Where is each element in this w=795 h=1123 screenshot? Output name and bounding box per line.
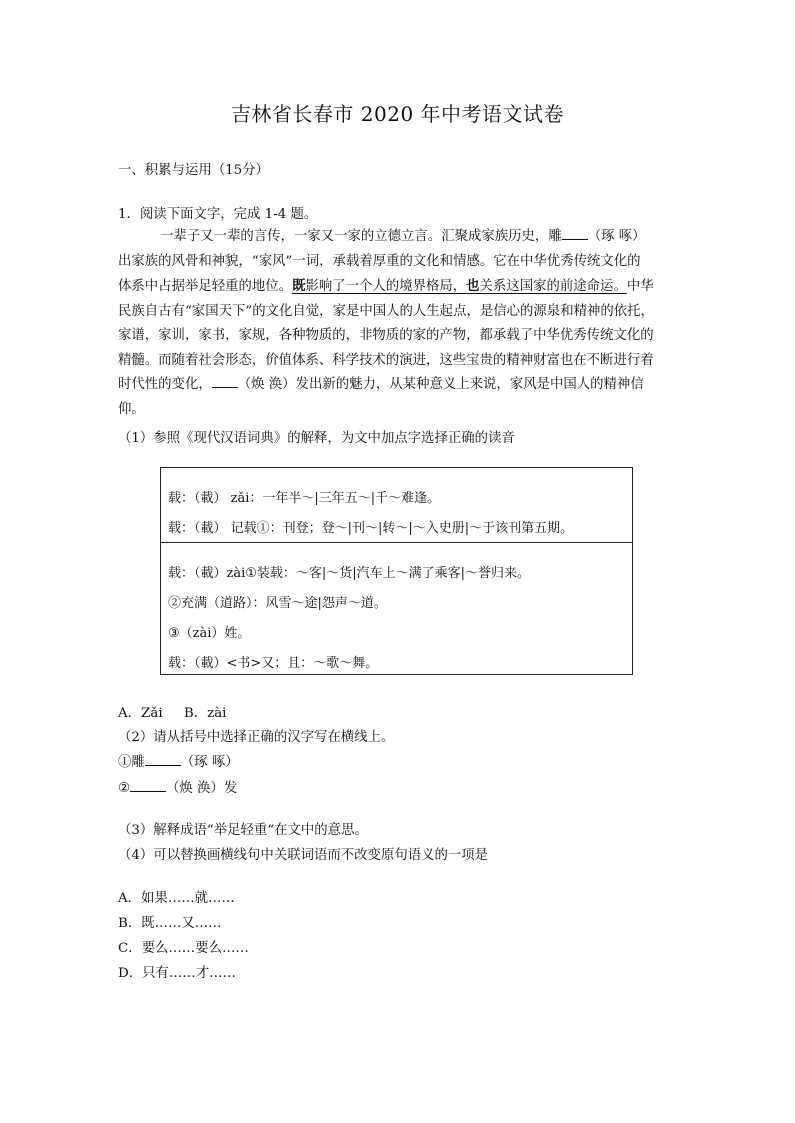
- dict-row-6: 载：（載）<书>又；且：～歌～舞。: [168, 656, 379, 671]
- choice-b: B．既……又……: [118, 916, 222, 931]
- question-1-intro: 1．阅读下面文字，完成 1-4 题。: [118, 207, 318, 222]
- fill-item-2-options: （焕 涣）发: [166, 781, 238, 796]
- passage-line-2: 出家族的风骨和神貌，“家风”一词，承载着厚重的文化和情感。它在中华优秀传统文化的: [118, 253, 641, 269]
- answer-blank[interactable]: [145, 753, 181, 766]
- passage-line-3-end: 中华: [626, 279, 654, 294]
- question-1-3: （3）解释成语“举足轻重“在文中的意思。: [118, 823, 368, 838]
- reading-passage: [118, 225, 678, 422]
- table-divider: [161, 542, 632, 543]
- choice-c: C．要么……要么……: [118, 941, 249, 956]
- passage-line-5: 家谱，家训，家书，家规，各种物质的，非物质的家的产物，都承载了中华优秀传统文化的: [118, 328, 654, 343]
- answer-blank[interactable]: [562, 227, 588, 240]
- passage-line-7a: 时代性的变化，: [118, 377, 212, 392]
- fill-item-2-prefix: ②: [118, 781, 131, 796]
- answer-blank[interactable]: [212, 375, 238, 388]
- question-1-1: （1）参照《现代汉语词典》的解释，为文中加点字选择正确的读音: [118, 431, 515, 446]
- passage-line-1-end: （琢 啄）: [587, 229, 646, 244]
- fill-item-1-prefix: ①雕: [118, 755, 145, 770]
- choice-d: D．只有……才……: [118, 966, 236, 981]
- dict-row-4: ②充满（道路）：风雪～途|怨声～道。: [168, 596, 387, 611]
- dict-row-3: 载：（載）zài①装载：～客|～货|汽车上～满了乘客|～誉归来。: [168, 566, 531, 581]
- dict-row-5: ③（zài）姓。: [168, 626, 251, 641]
- passage-line-8: 仰。: [118, 401, 145, 417]
- question-1-4: （4）可以替换画横线句中关联词语而不改变原句语义的一项是: [118, 848, 489, 863]
- fill-item-2: [118, 779, 237, 798]
- passage-line-3a: 体系中占据举足轻重的地位。: [118, 279, 293, 294]
- question-1-2: （2）请从括号中选择正确的汉字写在横线上。: [118, 730, 395, 745]
- dict-row-1: 载：（載） zǎi：一年半～|三年五～|千～难逢。: [168, 491, 441, 506]
- pronunciation-options: A．Zǎi B．zài: [118, 706, 227, 721]
- underlined-connective-ye: 也: [466, 278, 480, 294]
- page-title: 吉林省长春市 2020 年中考语文试卷: [230, 102, 565, 126]
- passage-line-4: 民族自古有“家国天下”的文化自觉，家是中国人的人生起点，是信心的源泉和精神的依托，: [118, 303, 654, 319]
- underlined-connective-ji: 既: [292, 278, 306, 294]
- underlined-sentence-part-2: 关系这国家的前途命运。: [479, 279, 627, 294]
- choice-a: A．如果……就……: [118, 891, 235, 906]
- dictionary-table: [160, 467, 633, 675]
- dict-row-2: 载：（載） 记载①：刊登；登～|刊～|转～|～入史册|～于该刊第五期。: [168, 521, 574, 536]
- section-heading: 一、积累与运用（15分）: [118, 163, 269, 178]
- underlined-sentence-part-1: 影响了一个人的境界格局，: [305, 279, 467, 294]
- passage-line-6: 精髓。而随着社会形态，价值体系、科学技术的演进，这些宝贵的精神财富也在不断进行着: [118, 352, 654, 368]
- fill-item-1: [118, 753, 239, 772]
- passage-line-1: 一辈子又一辈的言传，一家又一家的立德立言。汇聚成家族历史，雕: [160, 229, 562, 244]
- answer-blank[interactable]: [130, 779, 166, 792]
- passage-line-7b: （焕 涣）发出新的魅力，从某种意义上来说，家风是中国人的精神信: [237, 377, 644, 392]
- fill-item-1-options: （琢 啄）: [180, 755, 239, 770]
